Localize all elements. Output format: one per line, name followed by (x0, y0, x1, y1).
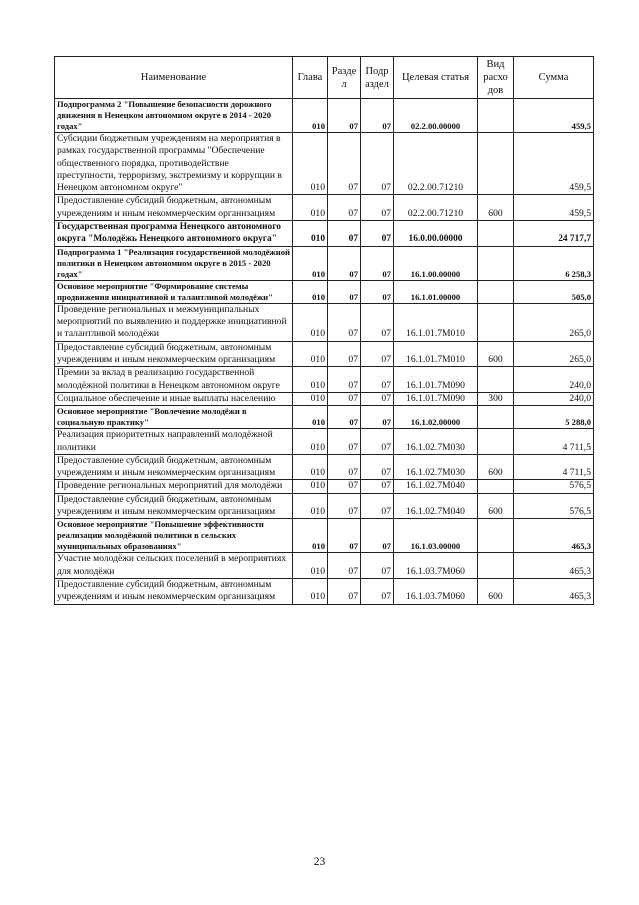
cell-target: 02.2.00.71210 (394, 133, 478, 195)
cell-razdel: 07 (328, 303, 361, 341)
cell-razdel: 07 (328, 341, 361, 367)
cell-glava: 010 (293, 246, 328, 280)
cell-sum: 240,0 (514, 392, 594, 405)
cell-sum: 576,5 (514, 493, 594, 519)
cell-podrazdel: 07 (361, 221, 394, 247)
table-row (55, 195, 594, 221)
cell-target: 16.1.01.7М010 (394, 303, 478, 341)
cell-glava: 010 (293, 519, 328, 553)
cell-target: 16.1.01.7М090 (394, 367, 478, 393)
cell-sum: 265,0 (514, 341, 594, 367)
cell-sum: 240,0 (514, 367, 594, 393)
cell-target: 16.1.02.7М040 (394, 493, 478, 519)
cell-podrazdel: 07 (361, 133, 394, 195)
cell-podrazdel: 07 (361, 493, 394, 519)
cell-vid (478, 246, 514, 280)
cell-vid (478, 406, 514, 429)
table-row (55, 578, 594, 604)
cell-glava: 010 (293, 221, 328, 247)
table-row (55, 406, 594, 429)
cell-target: 16.0.00.00000 (394, 221, 478, 247)
table-row (55, 133, 594, 195)
cell-razdel: 07 (328, 195, 361, 221)
cell-vid: 600 (478, 195, 514, 221)
table-row (55, 493, 594, 519)
cell-sum: 5 288,0 (514, 406, 594, 429)
cell-podrazdel: 07 (361, 578, 394, 604)
cell-glava: 010 (293, 341, 328, 367)
cell-name: Реализация приоритетных направлений молодёжной политики (55, 429, 293, 455)
table-row (55, 392, 594, 405)
cell-target: 16.1.03.00000 (394, 519, 478, 553)
cell-vid: 600 (478, 493, 514, 519)
cell-razdel: 07 (328, 99, 361, 133)
cell-sum: 465,3 (514, 578, 594, 604)
header-glava: Глава (293, 57, 328, 99)
cell-vid (478, 367, 514, 393)
cell-vid (478, 133, 514, 195)
cell-name: Социальное обеспечение и иные выплаты населению (55, 392, 293, 405)
cell-razdel: 07 (328, 246, 361, 280)
cell-podrazdel: 07 (361, 454, 394, 480)
cell-name: Государственная программа Ненецкого автономного округа "Молодёжь Ненецкого автономного округа" (55, 221, 293, 247)
cell-podrazdel: 07 (361, 303, 394, 341)
cell-name: Участие молодёжи сельских поселений в мероприятиях для молодёжи (55, 553, 293, 579)
cell-name: Предоставление субсидий бюджетным, автономным учреждениям и иным некоммерческим организациям (55, 493, 293, 519)
cell-name: Предоставление субсидий бюджетным, автономным учреждениям и иным некоммерческим организациям (55, 454, 293, 480)
cell-glava: 010 (293, 367, 328, 393)
cell-sum: 576,5 (514, 480, 594, 493)
table-row (55, 519, 594, 553)
cell-vid (478, 429, 514, 455)
cell-vid: 600 (478, 341, 514, 367)
cell-name: Основное мероприятие "Повышение эффективности реализации молодёжной политики в сельских муниципальных образованиях" (55, 519, 293, 553)
cell-podrazdel: 07 (361, 519, 394, 553)
budget-table (54, 56, 594, 605)
cell-vid: 600 (478, 454, 514, 480)
cell-name: Подпрограмма 1 "Реализация государственной молодёжной политики в Ненецком автономном округе в 2015 - 2020 годах" (55, 246, 293, 280)
cell-sum: 6 258,3 (514, 246, 594, 280)
header-vid: Вид расхо дов (478, 57, 514, 99)
header-name: Наименование (55, 57, 293, 99)
cell-target: 16.1.02.7М030 (394, 454, 478, 480)
cell-sum: 505,0 (514, 280, 594, 303)
cell-glava: 010 (293, 578, 328, 604)
cell-sum: 459,5 (514, 99, 594, 133)
cell-glava: 010 (293, 195, 328, 221)
cell-glava: 010 (293, 99, 328, 133)
cell-glava: 010 (293, 280, 328, 303)
cell-vid (478, 553, 514, 579)
cell-glava: 010 (293, 429, 328, 455)
cell-target: 16.1.02.7М030 (394, 429, 478, 455)
table-row (55, 280, 594, 303)
cell-vid (478, 303, 514, 341)
header-row (55, 57, 594, 99)
cell-glava: 010 (293, 480, 328, 493)
header-target: Целевая статья (394, 57, 478, 99)
cell-vid (478, 280, 514, 303)
header-sum: Сумма (514, 57, 594, 99)
cell-vid: 600 (478, 578, 514, 604)
cell-name: Премии за вклад в реализацию государственной молодёжной политики в Ненецком автономном округе (55, 367, 293, 393)
cell-podrazdel: 07 (361, 406, 394, 429)
cell-podrazdel: 07 (361, 553, 394, 579)
cell-podrazdel: 07 (361, 480, 394, 493)
cell-vid: 300 (478, 392, 514, 405)
cell-podrazdel: 07 (361, 392, 394, 405)
header-podrazdel: Подр аздел (361, 57, 394, 99)
cell-razdel: 07 (328, 133, 361, 195)
cell-sum: 4 711,5 (514, 429, 594, 455)
cell-razdel: 07 (328, 392, 361, 405)
cell-razdel: 07 (328, 429, 361, 455)
cell-sum: 24 717,7 (514, 221, 594, 247)
table-row (55, 429, 594, 455)
table-row (55, 99, 594, 133)
cell-glava: 010 (293, 133, 328, 195)
table-row (55, 454, 594, 480)
cell-razdel: 07 (328, 406, 361, 429)
cell-target: 02.2.00.00000 (394, 99, 478, 133)
cell-podrazdel: 07 (361, 246, 394, 280)
cell-sum: 465,3 (514, 553, 594, 579)
cell-target: 16.1.01.7М010 (394, 341, 478, 367)
cell-name: Субсидии бюджетным учреждениям на мероприятия в рамках государственной программы "Обеспечение общественного порядка, противодействие преступности, терроризму, экстремизму и коррупции в Ненецком автономном округе" (55, 133, 293, 195)
cell-name: Предоставление субсидий бюджетным, автономным учреждениям и иным некоммерческим организациям (55, 195, 293, 221)
cell-podrazdel: 07 (361, 367, 394, 393)
table-row (55, 221, 594, 247)
cell-razdel: 07 (328, 480, 361, 493)
cell-target: 16.1.00.00000 (394, 246, 478, 280)
cell-razdel: 07 (328, 578, 361, 604)
cell-sum: 4 711,5 (514, 454, 594, 480)
cell-razdel: 07 (328, 553, 361, 579)
cell-target: 16.1.03.7М060 (394, 578, 478, 604)
table-row (55, 480, 594, 493)
cell-vid (478, 519, 514, 553)
cell-target: 16.1.01.00000 (394, 280, 478, 303)
table-row (55, 341, 594, 367)
cell-razdel: 07 (328, 280, 361, 303)
page-number: 23 (313, 856, 326, 868)
cell-target: 16.1.03.7М060 (394, 553, 478, 579)
cell-razdel: 07 (328, 519, 361, 553)
cell-name: Проведение региональных мероприятий для молодёжи (55, 480, 293, 493)
cell-sum: 459,5 (514, 133, 594, 195)
cell-razdel: 07 (328, 367, 361, 393)
cell-target: 16.1.01.7М090 (394, 392, 478, 405)
cell-vid (478, 99, 514, 133)
table-row (55, 367, 594, 393)
cell-podrazdel: 07 (361, 195, 394, 221)
cell-podrazdel: 07 (361, 429, 394, 455)
cell-podrazdel: 07 (361, 341, 394, 367)
cell-razdel: 07 (328, 221, 361, 247)
cell-glava: 010 (293, 493, 328, 519)
cell-sum: 465,3 (514, 519, 594, 553)
cell-vid (478, 221, 514, 247)
cell-glava: 010 (293, 454, 328, 480)
cell-glava: 010 (293, 303, 328, 341)
table-row (55, 303, 594, 341)
cell-sum: 265,0 (514, 303, 594, 341)
cell-razdel: 07 (328, 493, 361, 519)
table-row (55, 553, 594, 579)
cell-podrazdel: 07 (361, 280, 394, 303)
cell-target: 16.1.02.00000 (394, 406, 478, 429)
cell-name: Проведение региональных и межмуниципальных мероприятий по выявлению и поддержке инициативной и талантливой молодёжи (55, 303, 293, 341)
cell-name: Основное мероприятие "Формирование системы продвижения инициативной и талантливой молодёжи" (55, 280, 293, 303)
cell-name: Подпрограмма 2 "Повышение безопасности дорожного движения в Ненецком автономном округе в 2014 - 2020 годах" (55, 99, 293, 133)
table-row (55, 246, 594, 280)
cell-name: Предоставление субсидий бюджетным, автономным учреждениям и иным некоммерческим организациям (55, 341, 293, 367)
cell-podrazdel: 07 (361, 99, 394, 133)
cell-target: 02.2.00.71210 (394, 195, 478, 221)
cell-glava: 010 (293, 406, 328, 429)
table-body (55, 99, 594, 605)
cell-vid (478, 480, 514, 493)
cell-glava: 010 (293, 392, 328, 405)
cell-target: 16.1.02.7М040 (394, 480, 478, 493)
cell-name: Основное мероприятие "Вовлечение молодёжи в социальную практику" (55, 406, 293, 429)
cell-sum: 459,5 (514, 195, 594, 221)
cell-name: Предоставление субсидий бюджетным, автономным учреждениям и иным некоммерческим организациям (55, 578, 293, 604)
header-razdel: Разде л (328, 57, 361, 99)
cell-razdel: 07 (328, 454, 361, 480)
cell-glava: 010 (293, 553, 328, 579)
